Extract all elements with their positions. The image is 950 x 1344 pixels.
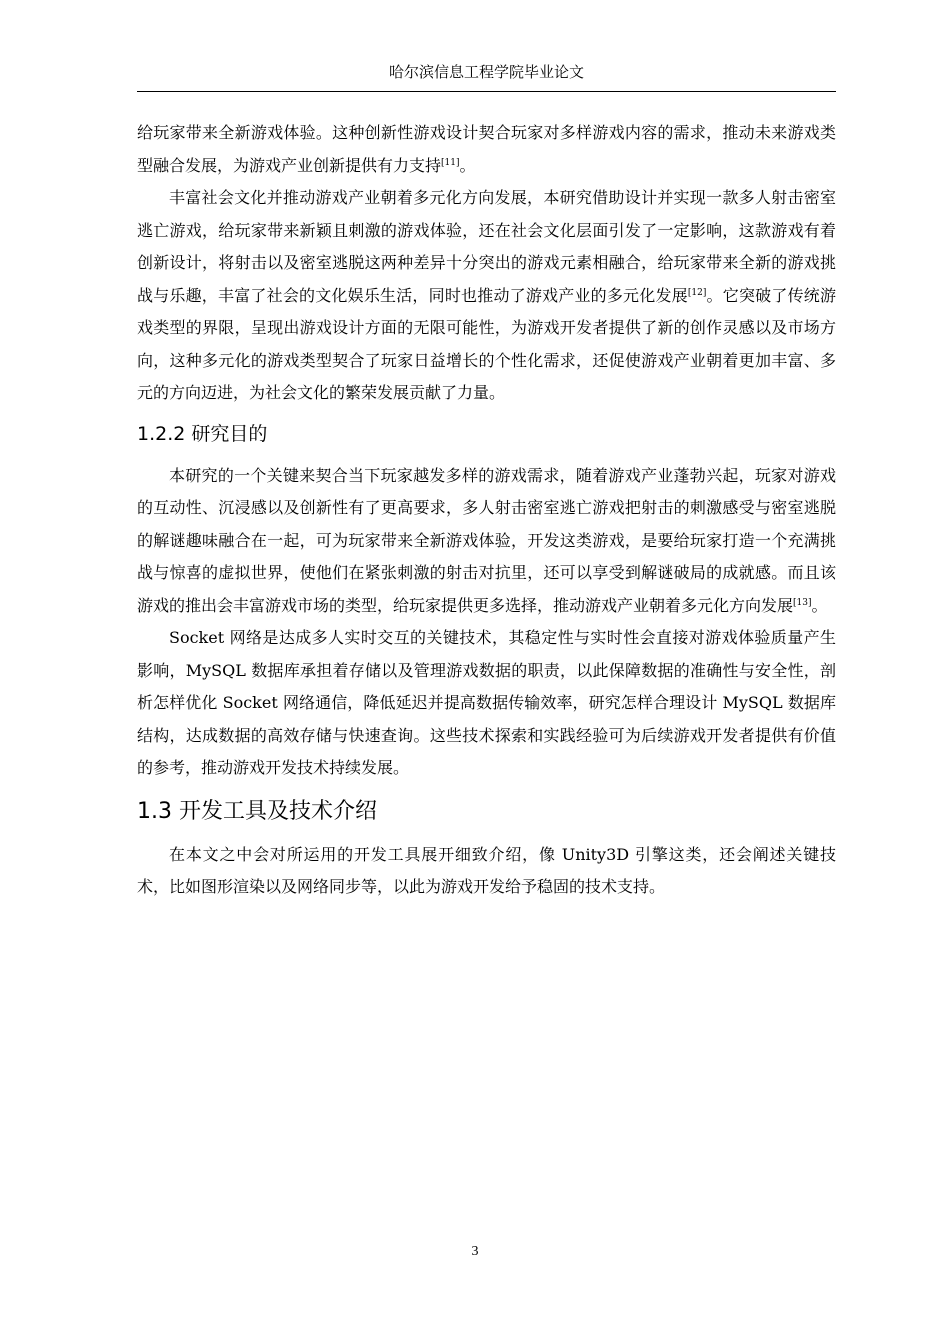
page-header: 哈尔滨信息工程学院毕业论文 xyxy=(137,62,836,92)
paragraph-text: 丰富社会文化并推动游戏产业朝着多元化方向发展，本研究借助设计并实现一款多人射击密室逃亡游戏，给玩家带来新颖且刺激的游戏体验，还在社会文化层面引发了一定影响，这款游戏有着创新设计，将射击以及密室逃脱这两种差异十分突出的游戏元素相融合，给玩家带来全新的游戏挑战与乐趣，丰富了社会的文化娱乐生活，同时也推动了游戏产业的多元化发展 xyxy=(137,188,836,305)
section-heading-1-2-2: 1.2.2 研究目的 xyxy=(137,422,268,445)
paragraph-continuation xyxy=(137,117,836,182)
paragraph-culture xyxy=(137,182,836,410)
citation-ref: [12] xyxy=(687,287,707,298)
citation-ref: [13] xyxy=(793,597,812,608)
paragraph-tail: 。 xyxy=(811,595,828,615)
paragraph-research-purpose xyxy=(137,460,836,623)
citation-ref: [11] xyxy=(441,157,460,168)
paragraph-text: 给玩家带来全新游戏体验。这种创新性游戏设计契合玩家对多样游戏内容的需求，推动未来游戏类型融合发展，为游戏产业创新提供有力支持 xyxy=(137,123,836,175)
paragraph-tail: 。它突破了传统游戏类型的界限，呈现出游戏设计方面的无限可能性，为游戏开发者提供了新的创作灵感以及市场方向，这种多元化的游戏类型契合了玩家日益增长的个性化需求，还促使游戏产业朝着更加丰富、多元的方向迈进，为社会文化的繁荣发展贡献了力量。 xyxy=(137,285,836,402)
paragraph-tools-intro: 在本文之中会对所运用的开发工具展开细致介绍，像 Unity3D 引擎这类，还会阐述关键技术，比如图形渲染以及网络同步等，以此为游戏开发给予稳固的技术支持。 xyxy=(137,844,836,896)
paragraph-socket-mysql: Socket 网络是达成多人实时交互的关键技术，其稳定性与实时性会直接对游戏体验质量产生影响，MySQL 数据库承担着存储以及管理游戏数据的职责，以此保障数据的准确性与安全性，剖析怎样优化 Socket 网络通信，降低延迟并提高数据传输效率，研究怎样合理设计 MySQL 数据库结构，达成数据的高效存储与快速查询。这些技术探索和实践经验可为后续游戏开发者提供有价值的参考，推动游戏开发技术持续发展。 xyxy=(137,628,836,777)
section-heading-1-3: 1.3 开发工具及技术介绍 xyxy=(137,798,377,824)
paragraph-tail: 。 xyxy=(459,155,476,175)
page-body xyxy=(137,117,836,904)
page-number: 3 xyxy=(471,1244,479,1259)
paragraph-text: 本研究的一个关键来契合当下玩家越发多样的游戏需求，随着游戏产业蓬勃兴起，玩家对游戏的互动性、沉浸感以及创新性有了更高要求，多人射击密室逃亡游戏把射击的刺激感受与密室逃脱的解谜趣味融合在一起，可为玩家带来全新游戏体验，开发这类游戏，是要给玩家打造一个充满挑战与惊喜的虚拟世界，使他们在紧张刺激的射击对抗里，还可以享受到解谜破局的成就感。而且该游戏的推出会丰富游戏市场的类型，给玩家提供更多选择，推动游戏产业朝着多元化方向发展 xyxy=(137,465,836,615)
